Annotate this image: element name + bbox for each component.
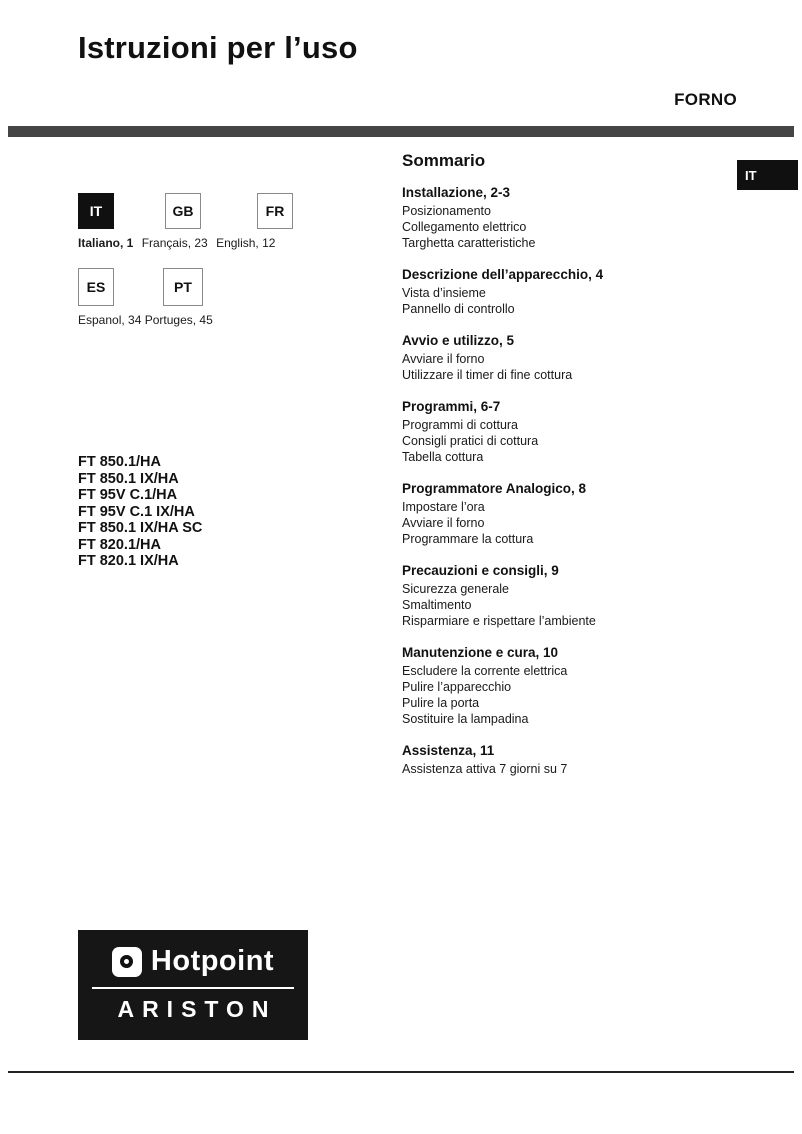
sommario [402,150,747,777]
lang-code-es: ES [86,279,106,295]
model-list [78,454,202,570]
toc-item: Utilizzare il timer di fine cottura [402,368,573,382]
toc-item: Consigli pratici di cottura [402,434,539,448]
toc-section [402,562,747,629]
toc-item: Impostare l’ora [402,500,485,514]
toc-item: Pannello di controllo [402,302,515,316]
toc-item: Avviare il forno [402,516,485,530]
model-number: FT 95V C.1/HA [78,487,178,503]
sommario-sections [402,184,747,777]
toc-section-title: Assistenza, 11 [402,743,495,758]
model-number: FT 850.1 IX/HA [78,470,179,487]
lang-box-it [78,193,114,229]
toc-section-title: Programmatore Analogico, 8 [402,481,587,496]
model-number: FT 850.1/HA [78,454,161,470]
toc-section-title: Programmi, 6-7 [402,399,501,414]
toc-item: Programmi di cottura [402,418,519,432]
toc-item: Risparmiare e rispettare l’ambiente [402,614,596,628]
toc-section [402,184,747,251]
toc-item: Sostituire la lampadina [402,712,529,726]
toc-item: Tabella cottura [402,450,484,464]
lang-label-espanol-portuges: Espanol, 34 Portuges, 45 [78,313,213,327]
lang-box-es [78,268,114,306]
hotpoint-dot-icon [112,947,142,977]
model-number: FT 820.1 IX/HA [78,553,179,569]
toc-item: Pulire l’apparecchio [402,680,512,694]
lang-label-francais: Français, 23 [141,236,208,250]
page-title: Istruzioni per l’uso [78,30,358,65]
logo-top-row [78,930,308,978]
toc-item: Collegamento elettrico [402,220,527,234]
product-type-label: FORNO [674,90,737,109]
toc-section [402,644,747,727]
header-divider-bar [8,126,794,137]
toc-item: Avviare il forno [402,352,485,366]
toc-item: Vista d’insieme [402,286,486,300]
toc-section [402,742,747,777]
lang-code-gb: GB [172,203,194,219]
sommario-heading: Sommario [402,151,486,170]
toc-section-title: Avvio e utilizzo, 5 [402,333,515,348]
model-number: FT 850.1 IX/HA SC [78,520,203,536]
toc-section [402,266,747,317]
toc-section-title: Descrizione dell’apparecchio, 4 [402,267,604,282]
model-number: FT 820.1/HA [78,536,161,553]
lang-label-english: English, 12 [216,236,276,250]
it-side-tab-label: IT [745,167,757,183]
toc-item: Targhetta caratteristiche [402,236,536,250]
language-index [78,193,408,343]
logo-sub-text: ARISTON [117,996,277,1022]
toc-section [402,398,747,465]
footer-rule [8,1071,794,1073]
logo-brand-text: Hotpoint [150,945,275,977]
language-labels-row2 [78,313,218,327]
toc-item: Assistenza attiva 7 giorni su 7 [402,762,568,776]
toc-item: Escludere la corrente elettrica [402,664,568,678]
lang-code-pt: PT [174,279,192,295]
lang-box-pt [163,268,203,306]
toc-item: Pulire la porta [402,696,480,710]
lang-label-italiano: Italiano, 1 [78,236,134,250]
toc-item: Posizionamento [402,204,491,218]
lang-code-fr: FR [265,203,285,219]
model-number: FT 95V C.1 IX/HA [78,503,195,520]
toc-section-title: Installazione, 2-3 [402,185,511,200]
lang-box-fr [257,193,293,229]
logo-divider [92,987,294,989]
lang-code-it: IT [89,203,103,219]
hotpoint-ariston-logo [78,930,308,1040]
lang-box-gb [165,193,201,229]
toc-section [402,480,747,547]
toc-item: Programmare la cottura [402,532,534,546]
toc-item: Smaltimento [402,598,472,612]
toc-section [402,332,747,383]
toc-section-title: Manutenzione e cura, 10 [402,645,559,660]
toc-item: Sicurezza generale [402,582,510,596]
toc-section-title: Precauzioni e consigli, 9 [402,563,559,578]
language-labels-row1 [78,236,280,250]
